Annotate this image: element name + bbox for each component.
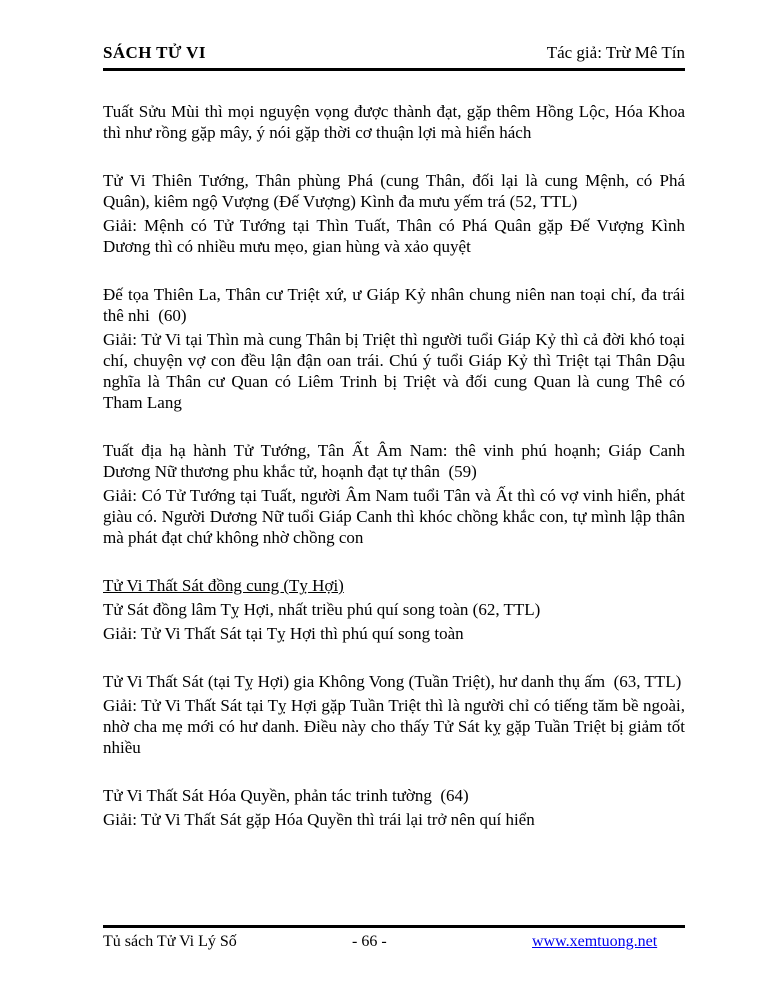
footer-series-title: Tủ sách Tử Vi Lý Số <box>103 933 237 950</box>
paragraph-giai: Giải: Tử Vi tại Thìn mà cung Thân bị Triệt thì người tuổi Giáp Kỷ thì cả đời khó toại chí, chuyện vợ con đều lận đận oan trái. Chú ý tuổi Giáp Kỷ thì Triệt tại Thân Dậu nghĩa là Thân cư Quan có Liêm Trinh bị Triệt và đối cung Quan là cung Thê có Tham Lang <box>103 330 690 412</box>
page-header <box>103 42 685 71</box>
paragraph: Tuất Sửu Mùi thì mọi nguyện vọng được thành đạt, gặp thêm Hồng Lộc, Hóa Khoa thì như rồng gặp mây, ý nói gặp thời cơ thuận lợi mà hiển hách <box>103 102 690 142</box>
author-credit: Tác giả: Trừ Mê Tín <box>546 43 685 62</box>
paragraph: Tuất địa hạ hành Tử Tướng, Tân Ất Âm Nam: thê vinh phú hoạnh; Giáp Canh Dương Nữ thương phu khắc tử, hoạnh đạt tự thân (59) <box>103 441 690 481</box>
paragraph-giai: Giải: Có Tử Tướng tại Tuất, người Âm Nam tuổi Tân và Ất thì có vợ vinh hiển, phát giàu có. Người Dương Nữ tuổi Giáp Canh thì khóc chồng khắc con, tự mình lập thân mà phát đạt chứ không nhờ chồng con <box>103 486 690 547</box>
paragraph-giai: Giải: Tử Vi Thất Sát tại Tỵ Hợi gặp Tuần Triệt thì là người chỉ có tiếng tăm bề ngoài, nhờ cha mẹ mới có hư danh. Điều này cho thấy Tử Sát kỵ gặp Tuần Triệt bị giảm tốt nhiều <box>103 696 690 757</box>
section-heading: Tử Vi Thất Sát đồng cung (Tỵ Hợi) <box>103 576 344 595</box>
paragraph: Tử Vi Thất Sát (tại Tỵ Hợi) gia Không Vong (Tuần Triệt), hư danh thụ ấm (63, TTL) <box>103 672 682 691</box>
book-title: SÁCH TỬ VI <box>103 43 206 62</box>
paragraph-giai: Giải: Tử Vi Thất Sát gặp Hóa Quyền thì trái lại trở nên quí hiển <box>103 810 535 829</box>
footer-website-link[interactable]: www.xemtuong.net <box>532 933 658 950</box>
paragraph: Tử Sát đồng lâm Tỵ Hợi, nhất triều phú quí song toàn (62, TTL) <box>103 600 541 619</box>
page-footer <box>103 925 685 962</box>
paragraph-giai: Giải: Mệnh có Tử Tướng tại Thìn Tuất, Thân có Phá Quân gặp Đế Vượng Kình Dương thì có nhiều mưu mẹo, gian hùng và xảo quyệt <box>103 216 690 256</box>
page-body <box>103 101 690 833</box>
paragraph-giai: Giải: Tử Vi Thất Sát tại Tỵ Hợi thì phú quí song toàn <box>103 624 464 643</box>
paragraph: Đế tọa Thiên La, Thân cư Triệt xứ, ư Giáp Kỷ nhân chung niên nan toại chí, đa trái thê nhi (60) <box>103 285 690 325</box>
paragraph: Tử Vi Thiên Tướng, Thân phùng Phá (cung Thân, đối lại là cung Mệnh, có Phá Quân), kiêm ngộ Vượng (Đế Vượng) Kình đa mưu yếm trá (52, TTL) <box>103 171 690 211</box>
footer-page-number: - 66 - <box>352 933 387 950</box>
paragraph: Tử Vi Thất Sát Hóa Quyền, phản tác trinh tường (64) <box>103 786 469 805</box>
